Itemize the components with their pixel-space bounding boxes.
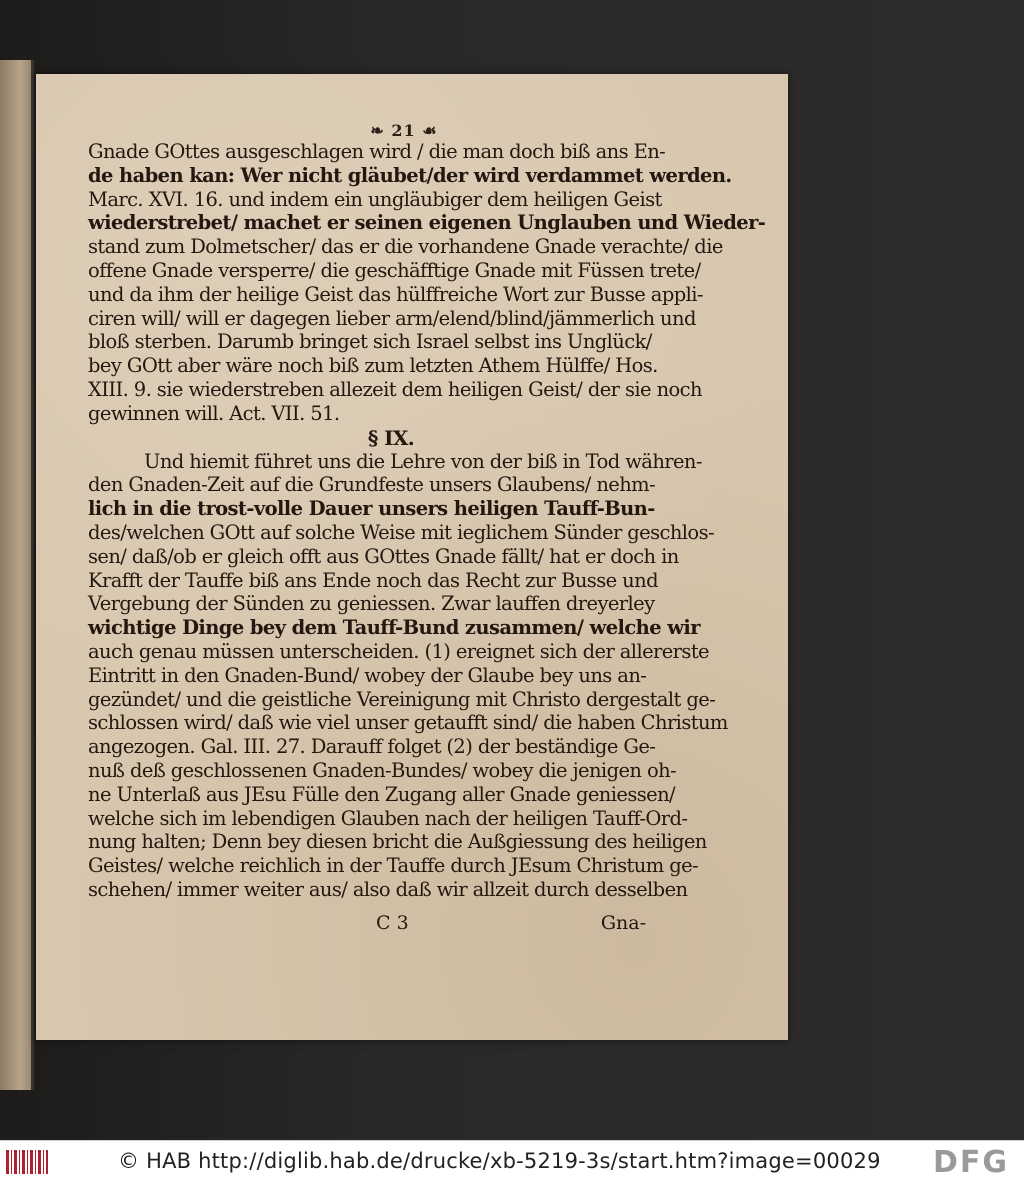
dfg-logo: DFG: [933, 1145, 1010, 1180]
text-line: nung halten; Denn bey diesen bricht die Außgiessung des heiligen: [88, 830, 707, 854]
text-line: Krafft der Tauffe biß ans Ende noch das Recht zur Busse und: [88, 568, 658, 592]
text-line: bey GOtt aber wäre noch biß zum letzten Athem Hülffe/ Hos.: [88, 354, 658, 378]
text-line: und da ihm der heilige Geist das hülffreiche Wort zur Busse appli-: [88, 282, 703, 306]
text-line: wichtige Dinge bey dem Tauff-Bund zusammen/ welche wir: [88, 616, 700, 640]
text-line: XIII. 9. sie wiederstreben allezeit dem heiligen Geist/ der sie noch: [88, 377, 702, 401]
footer-bar: [0, 1140, 1024, 1183]
text-line: Marc. XVI. 16. und indem ein ungläubiger dem heiligen Geist: [88, 187, 662, 211]
text-line: schlossen wird/ daß wie viel unser getaufft sind/ die haben Christum: [88, 711, 728, 735]
text-line: ciren will/ will er dagegen lieber arm/elend/blind/jämmerlich und: [88, 306, 696, 330]
text-line: lich in die trost-volle Dauer unsers heiligen Tauff-Bun-: [88, 497, 655, 521]
text-line: wiederstrebet/ machet er seinen eigenen Unglauben und Wieder-: [88, 211, 766, 235]
catchword: Gna-: [600, 912, 646, 934]
page-text-block: [88, 140, 766, 902]
page-number-header: ❧ 21 ☙: [370, 121, 438, 140]
section-heading: § IX.: [367, 425, 415, 450]
text-line: auch genau müssen unterscheiden. (1) ereignet sich der allererste: [88, 639, 709, 663]
text-line: Gnade GOttes ausgeschlagen wird / die man doch biß ans En-: [88, 140, 666, 163]
text-line: nuß deß geschlossenen Gnaden-Bundes/ wobey die jenigen oh-: [88, 758, 677, 782]
text-line: offene Gnade versperre/ die geschäfftige Gnade mit Füssen trete/: [88, 258, 701, 282]
text-line: Eintritt in den Gnaden-Bund/ wobey der Glaube bey uns an-: [88, 663, 647, 687]
text-line: de haben kan: Wer nicht gläubet/der wird verdammet werden.: [88, 163, 732, 187]
signature-line: [376, 912, 646, 934]
text-line: gewinnen will. Act. VII. 51.: [88, 401, 340, 425]
text-line: den Gnaden-Zeit auf die Grundfeste unsers Glaubens/ nehm-: [88, 473, 656, 497]
paragraph-top: [88, 140, 766, 426]
text-line: Geistes/ welche reichlich in der Tauffe durch JEsum Christum ge-: [88, 854, 699, 878]
text-line: schehen/ immer weiter aus/ also daß wir allzeit durch desselben: [88, 877, 688, 901]
text-line: bloß sterben. Darumb bringet sich Israel selbst ins Unglück/: [88, 330, 652, 354]
copyright-url-text: © HAB http://diglib.hab.de/drucke/xb-5219-3s/start.htm?image=00029: [118, 1149, 881, 1173]
text-line: sen/ daß/ob er gleich offt aus GOttes Gnade fällt/ hat er doch in: [88, 544, 679, 568]
book-page: [36, 74, 788, 1040]
previous-page-edge: [0, 60, 34, 1090]
text-line: ne Unterlaß aus JEsu Fülle den Zugang aller Gnade geniessen/: [88, 782, 676, 806]
text-line: welche sich im lebendigen Glauben nach der heiligen Tauff-Ord-: [88, 806, 688, 830]
paragraph-bottom: [88, 449, 728, 902]
hab-barcode-logo-icon: [6, 1150, 48, 1174]
text-line: angezogen. Gal. III. 27. Darauff folget (2) der beständige Ge-: [88, 735, 656, 759]
text-line: des/welchen GOtt auf solche Weise mit ieglichem Sünder geschlos-: [88, 520, 714, 544]
signature-mark: C 3: [376, 912, 409, 934]
text-line: gezündet/ und die geistliche Vereinigung mit Christo dergestalt ge-: [88, 687, 716, 711]
text-line: stand zum Dolmetscher/ das er die vorhandene Gnade verachte/ die: [88, 235, 723, 259]
text-line: Und hiemit führet uns die Lehre von der biß in Tod währen-: [144, 449, 702, 473]
text-line: Vergebung der Sünden zu geniessen. Zwar lauffen dreyerley: [88, 592, 655, 616]
